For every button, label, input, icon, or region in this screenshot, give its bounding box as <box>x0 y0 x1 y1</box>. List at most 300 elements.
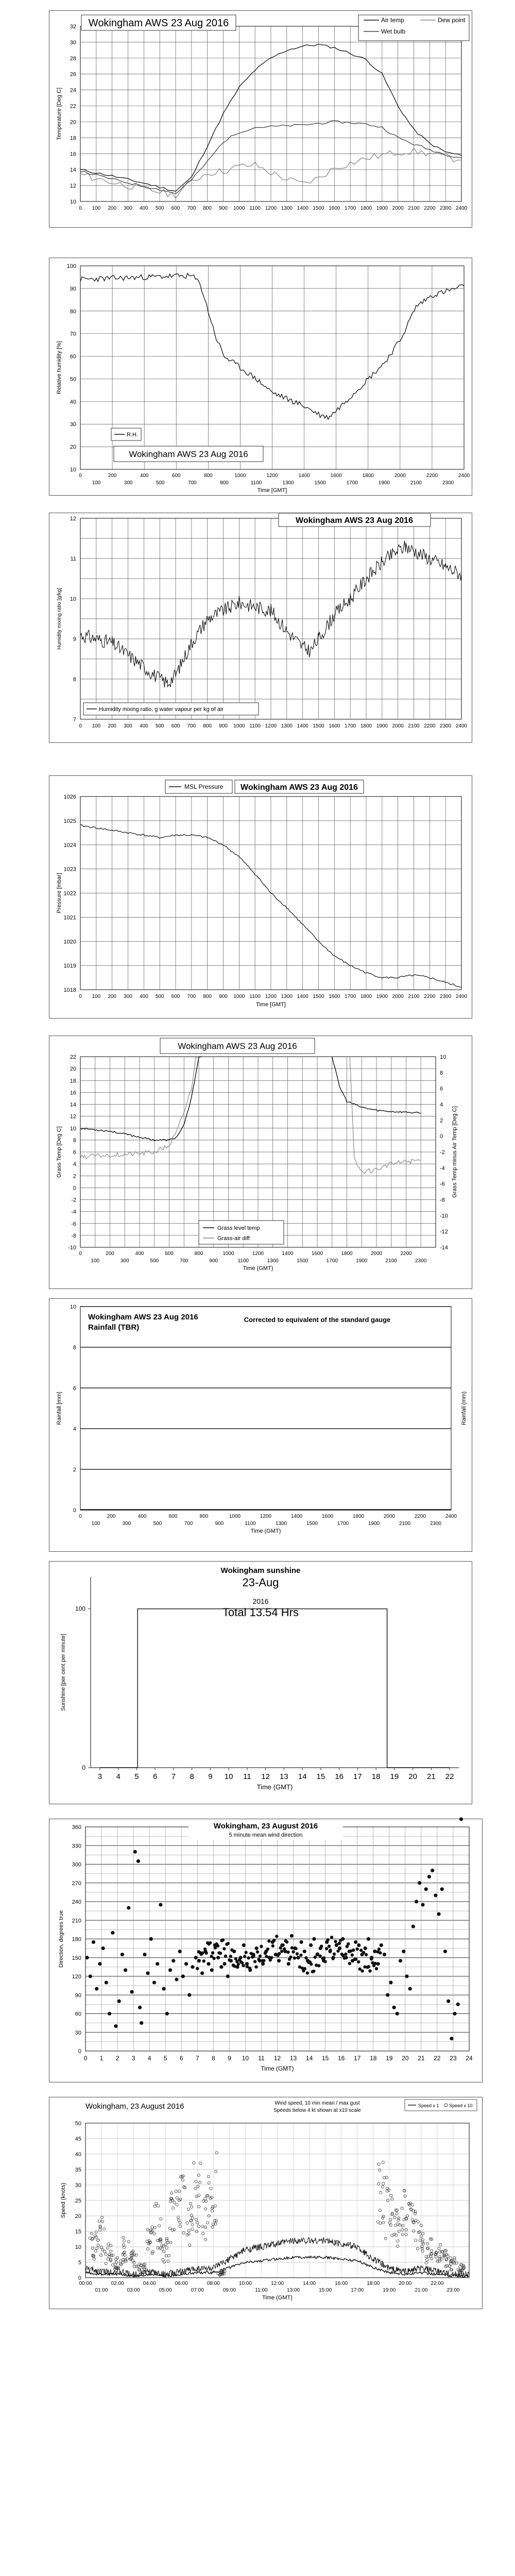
data-point <box>379 1951 382 1954</box>
x-tick-label: 00:00 <box>79 2281 92 2286</box>
x-tick-label: 900 <box>219 206 228 211</box>
data-point <box>222 1962 226 1965</box>
x-tick-label: 500 <box>150 1258 159 1264</box>
x-tick-label: 17 <box>353 1772 362 1781</box>
x-tick-label: 2300 <box>440 206 452 211</box>
x-tick-label: 1300 <box>281 994 293 999</box>
y-tick-label: 6 <box>73 1385 76 1392</box>
data-point <box>365 1953 368 1956</box>
data-point <box>309 1943 313 1947</box>
data-point-x10 <box>171 2199 174 2201</box>
data-point-x10 <box>191 2224 194 2226</box>
data-point-x10 <box>401 2207 403 2210</box>
data-point <box>264 1952 267 1955</box>
x-tick-label: 100 <box>92 480 101 486</box>
x-tick-label: 800 <box>203 994 212 999</box>
x-tick-label: 700 <box>187 994 196 999</box>
y-axis-label: Pressure [mbar] <box>56 873 62 913</box>
y-axis-label-left: Grass Temp [Deg C] <box>56 1126 62 1178</box>
data-point <box>278 1952 281 1955</box>
data-point-x10 <box>158 2225 161 2227</box>
y-tick-label: 10 <box>70 467 76 473</box>
data-point <box>291 1950 295 1953</box>
data-point-x10 <box>450 2257 452 2259</box>
data-point-x10 <box>393 2233 396 2235</box>
y-tick-label: 0 <box>78 2275 81 2281</box>
data-point <box>440 1887 444 1891</box>
data-point-x10 <box>202 2232 204 2234</box>
data-point <box>370 1957 373 1960</box>
x-tick-label: 300 <box>120 1258 129 1264</box>
x-tick-label: 02:00 <box>111 2281 124 2286</box>
x-tick-label: 13 <box>280 1772 288 1781</box>
x-tick-label: 300 <box>122 1521 131 1527</box>
y-tick-label-left: -8 <box>71 1232 76 1239</box>
data-point-x10 <box>133 2253 135 2256</box>
x-tick-label: 19 <box>386 2055 393 2062</box>
data-point-x10 <box>197 2185 199 2188</box>
data-point <box>293 1956 296 1959</box>
data-point-x10 <box>122 2258 125 2261</box>
y-tick-label-left: -6 <box>71 1221 76 1227</box>
x-tick-label: 15 <box>321 2055 329 2062</box>
x-tick-label: 600 <box>171 206 180 211</box>
data-point <box>221 1938 225 1941</box>
y-tick-label: 90 <box>75 1992 81 1999</box>
y-tick-label: 16 <box>70 151 76 158</box>
data-point <box>266 1947 269 1951</box>
x-tick-label: 1600 <box>329 206 340 211</box>
x-tick-label: 1400 <box>297 206 308 211</box>
data-point-x10 <box>414 2239 417 2242</box>
data-point <box>124 1968 127 1972</box>
data-point-x10 <box>103 2250 106 2252</box>
x-tick-label: 20 <box>408 1772 417 1781</box>
data-point <box>203 1947 207 1951</box>
x-tick-label: 1100 <box>245 1521 256 1527</box>
legend-label: Speed x 1 <box>418 2103 439 2108</box>
data-point-x10 <box>204 2208 207 2210</box>
data-point <box>380 1943 383 1947</box>
data-point <box>159 1903 162 1906</box>
x-tick-label: 1800 <box>341 1251 353 1257</box>
data-point-x10 <box>195 2218 197 2221</box>
data-point <box>260 1945 263 1948</box>
x-tick-label: 18 <box>371 1772 381 1781</box>
x-tick-label: 11 <box>258 2055 265 2062</box>
data-point <box>330 1936 333 1939</box>
x-tick-label: 700 <box>187 480 197 486</box>
chart-year: 2016 <box>252 1597 269 1605</box>
y-tick-label: 1018 <box>63 987 76 993</box>
x-tick-label: 1100 <box>249 994 261 999</box>
y-tick-label: 30 <box>75 2182 81 2189</box>
y-tick-label: 28 <box>70 55 76 62</box>
x-tick-label: 3 <box>131 2055 135 2062</box>
x-tick-label: 23:00 <box>447 2287 460 2293</box>
data-point <box>168 1968 172 1972</box>
data-point <box>202 1959 205 1962</box>
x-tick-label: 700 <box>184 1521 193 1527</box>
grass-temperature-chart <box>49 1036 472 1289</box>
data-point-x10 <box>460 2263 462 2265</box>
data-point <box>322 1956 325 1959</box>
x-tick-label: 1 <box>99 2055 104 2062</box>
data-point <box>289 1955 292 1958</box>
y-tick-label-right: 10 <box>440 1054 447 1060</box>
data-point-x10 <box>413 2230 415 2232</box>
data-point-x10 <box>153 2205 156 2208</box>
y-tick-label-right: 6 <box>440 1086 443 1092</box>
data-point <box>243 1955 246 1958</box>
data-point-x10 <box>170 2192 173 2194</box>
data-point <box>200 1971 204 1975</box>
x-tick-label: 5 <box>163 2055 167 2062</box>
x-tick-label: 1900 <box>376 723 388 729</box>
x-tick-label: 1900 <box>378 480 390 486</box>
data-point-x10 <box>197 2174 200 2176</box>
x-tick-label: 16 <box>335 1772 344 1781</box>
data-point-x10 <box>169 2200 172 2203</box>
y-tick-label-left: 14 <box>70 1101 76 1108</box>
data-point <box>354 1958 357 1961</box>
x-tick-label: 0 <box>79 206 82 211</box>
x-axis-label: Time (GMT) <box>250 1528 281 1534</box>
data-point <box>377 1947 381 1951</box>
x-tick-label: 1600 <box>329 723 340 729</box>
y-tick-label: 2 <box>73 1467 76 1473</box>
chart-subtitle: 5 minute mean wind direction <box>229 1832 303 1838</box>
x-tick-label: 600 <box>171 994 180 999</box>
data-point <box>253 1960 256 1963</box>
data-point <box>317 1964 320 1967</box>
y-tick-label-left: 10 <box>70 1125 76 1132</box>
data-point-x10 <box>414 2212 417 2215</box>
x-tick-label: 1700 <box>345 723 356 729</box>
data-point <box>254 1965 258 1969</box>
x-tick-label: 1500 <box>314 480 326 486</box>
x-tick-label: 1800 <box>360 723 372 729</box>
y-tick-label-right: 8 <box>440 1070 443 1076</box>
data-point <box>162 1987 166 1991</box>
data-point <box>367 1937 370 1941</box>
legend-label: Speed x 10 <box>449 2103 473 2108</box>
data-point <box>171 1959 175 1962</box>
legend-label: Grass-air diff <box>217 1235 250 1242</box>
x-tick-label: 1000 <box>233 206 245 211</box>
data-point-x10 <box>382 2221 385 2224</box>
data-point <box>352 1948 355 1952</box>
x-tick-label: 4 <box>116 1772 121 1781</box>
y-tick-label: 30 <box>75 2029 81 2036</box>
y-tick-label: 240 <box>72 1899 81 1905</box>
data-point <box>343 1957 346 1960</box>
chart-title: Wokingham AWS 23 Aug 2016 <box>241 783 358 792</box>
legend-label: Dew point <box>438 16 466 24</box>
y-tick-label: 10 <box>70 199 76 205</box>
data-point <box>204 1952 208 1955</box>
data-point <box>331 1957 334 1960</box>
data-point-x10 <box>150 2229 152 2231</box>
data-point <box>191 1965 194 1969</box>
wind-speed-chart <box>49 2097 482 2309</box>
x-tick-label: 05:00 <box>159 2287 172 2293</box>
x-tick-label: 200 <box>106 1251 114 1257</box>
data-point-x10 <box>194 2187 197 2190</box>
data-point <box>367 1965 370 1968</box>
data-point-x10 <box>376 2221 379 2223</box>
x-tick-label: 6 <box>179 2055 183 2062</box>
x-axis-label: Time (GMT) <box>262 2295 293 2301</box>
data-point <box>117 1999 121 2003</box>
data-point <box>244 1951 247 1954</box>
x-tick-label: 15 <box>316 1772 325 1781</box>
data-point-x10 <box>122 2261 124 2264</box>
data-point-x10 <box>397 2219 400 2222</box>
data-point-x10 <box>177 2216 180 2218</box>
y-tick-label-left: -4 <box>71 1209 76 1215</box>
x-tick-label: 1200 <box>252 1251 264 1257</box>
x-axis-label: Time (GMT) <box>261 2065 294 2072</box>
y-tick-label: 25 <box>75 2198 81 2204</box>
x-tick-label: 1700 <box>345 206 356 211</box>
data-point-x10 <box>179 2225 181 2227</box>
legend-label: Humidity mixing ratio, g water vapour per kg of air <box>99 706 224 713</box>
x-tick-label: 1900 <box>368 1521 380 1527</box>
data-point-x10 <box>426 2242 428 2245</box>
x-tick-label: 800 <box>194 1251 203 1257</box>
x-tick-label: 12:00 <box>270 2281 284 2286</box>
data-point-x10 <box>190 2214 193 2216</box>
chart-date: 23-Aug <box>242 1576 279 1589</box>
pressure-chart <box>49 776 472 1018</box>
data-point-x10 <box>413 2221 415 2224</box>
x-tick-label: 2000 <box>392 206 404 211</box>
sunshine-total: Total 13.54 Hrs <box>222 1606 299 1619</box>
x-tick-label: 1000 <box>233 994 245 999</box>
data-point <box>354 1940 357 1944</box>
data-point <box>326 1938 329 1941</box>
data-point <box>357 1943 360 1947</box>
data-point <box>207 1962 210 1965</box>
wind-direction-chart <box>49 1819 482 2082</box>
x-tick-label: 1900 <box>376 206 388 211</box>
data-point <box>130 1990 133 1994</box>
x-tick-label: 08:00 <box>207 2281 220 2286</box>
data-point <box>178 1950 182 1953</box>
y-tick-label: 1019 <box>63 963 76 970</box>
x-tick-label: 1900 <box>356 1258 368 1264</box>
data-point-x10 <box>199 2162 202 2164</box>
y-axis-label-left: Rainfall [mm] <box>56 1392 62 1425</box>
data-point-x10 <box>162 2258 164 2261</box>
x-tick-label: 800 <box>199 1514 209 1519</box>
x-tick-label: 2400 <box>455 723 468 729</box>
data-point-x10 <box>188 2244 191 2246</box>
data-point-x10 <box>163 2250 165 2253</box>
data-point <box>248 1967 251 1970</box>
data-point-x10 <box>416 2247 419 2250</box>
data-point <box>399 1959 402 1962</box>
temperature-chart <box>49 11 472 227</box>
data-point <box>427 1875 431 1878</box>
y-tick-label-left: 2 <box>73 1173 76 1180</box>
x-tick-label: 01:00 <box>95 2287 108 2293</box>
data-point <box>418 1881 421 1885</box>
x-tick-label: 400 <box>139 206 148 211</box>
y-tick-label: 1023 <box>63 866 76 873</box>
legend-label: Air temp <box>381 16 404 24</box>
x-tick-label: 700 <box>187 206 196 211</box>
x-tick-label: 0 <box>83 2055 88 2062</box>
x-tick-label: 1800 <box>352 1514 365 1519</box>
data-point-x10 <box>197 2225 200 2228</box>
data-point-x10 <box>167 2260 169 2262</box>
data-point-x10 <box>391 2198 393 2200</box>
data-point-x10 <box>186 2233 188 2236</box>
data-point <box>143 1953 146 1956</box>
data-point <box>219 1965 223 1969</box>
data-point-x10 <box>168 2227 171 2230</box>
data-point <box>261 1962 265 1965</box>
data-point-x10 <box>171 2207 174 2209</box>
chart-note: Corrected to equivalent of the standard gauge <box>244 1316 391 1324</box>
chart-subtitle: Speeds below 4 kt shown at x10 scale <box>273 2108 361 2113</box>
x-tick-label: 2400 <box>455 206 468 211</box>
data-point <box>411 1925 415 1928</box>
data-point-x10 <box>215 2151 218 2154</box>
y-tick-label: 300 <box>72 1861 81 1868</box>
x-tick-label: 1000 <box>229 1514 241 1519</box>
data-point-x10 <box>439 2243 441 2246</box>
y-tick-label-left: -10 <box>68 1245 76 1251</box>
data-point-x10 <box>191 2206 193 2208</box>
data-point <box>290 1934 294 1938</box>
x-tick-label: 07:00 <box>191 2287 204 2293</box>
y-tick-label: 22 <box>70 103 76 110</box>
data-point <box>216 1956 220 1959</box>
data-point <box>368 1969 371 1972</box>
x-tick-label: 13:00 <box>287 2287 300 2293</box>
grass-temperature-chart-panel <box>49 1036 472 1289</box>
data-point-x10 <box>112 2254 114 2257</box>
data-point <box>328 1944 331 1947</box>
y-tick-label: 14 <box>70 167 76 174</box>
x-tick-label: 1400 <box>290 1514 303 1519</box>
y-tick-label-left: 0 <box>73 1185 76 1192</box>
data-point-x10 <box>160 2217 162 2220</box>
data-point-x10 <box>206 2222 209 2224</box>
y-tick-label-right: 0 <box>440 1133 443 1140</box>
humidity-chart <box>49 258 472 495</box>
data-point <box>156 1962 159 1965</box>
data-point-x10 <box>110 2250 112 2252</box>
data-point <box>373 1962 376 1965</box>
wind-direction-chart-panel <box>49 1819 483 2082</box>
x-tick-label: 21:00 <box>415 2287 428 2293</box>
y-tick-label: 1025 <box>63 818 76 824</box>
x-tick-label: 1300 <box>275 1521 287 1527</box>
data-point <box>212 1957 215 1960</box>
x-tick-label: 800 <box>203 206 212 211</box>
x-tick-label: 1400 <box>282 1251 294 1257</box>
x-tick-label: 2100 <box>408 723 420 729</box>
data-point <box>312 1937 316 1941</box>
y-tick-label: 10 <box>70 1304 76 1310</box>
series-line-grass-air-diff <box>350 1057 421 1174</box>
x-tick-label: 100 <box>92 206 101 211</box>
chart-title: Wokingham AWS 23 Aug 2016 <box>178 1041 297 1051</box>
data-point <box>237 1962 240 1965</box>
data-point-x10 <box>438 2256 441 2258</box>
y-tick-label: 35 <box>75 2167 81 2173</box>
data-point <box>98 1962 101 1965</box>
data-point-x10 <box>110 2244 112 2247</box>
rainfall-chart-panel <box>49 1298 472 1552</box>
x-tick-label: 21 <box>427 1772 436 1781</box>
data-point <box>297 1956 300 1959</box>
data-point-x10 <box>187 2229 190 2232</box>
x-tick-label: 24 <box>466 2055 473 2062</box>
x-tick-label: 1100 <box>249 206 261 211</box>
y-axis-label-right: Rainfall (mm) <box>461 1391 467 1426</box>
x-tick-label: 100 <box>91 1258 100 1264</box>
x-tick-label: 400 <box>139 723 148 729</box>
x-tick-label: 10 <box>224 1772 233 1781</box>
data-point <box>375 1967 378 1970</box>
x-tick-label: 2300 <box>440 723 452 729</box>
x-tick-label: 900 <box>219 723 228 729</box>
x-tick-label: 1300 <box>281 723 293 729</box>
data-point-x10 <box>439 2250 441 2253</box>
y-tick-label-right: -6 <box>440 1181 445 1188</box>
y-tick-label: 20 <box>75 2213 81 2219</box>
data-point-x10 <box>95 2231 97 2233</box>
x-tick-label: 1700 <box>337 1521 349 1527</box>
x-tick-label: 1000 <box>234 473 246 479</box>
x-tick-label: 18 <box>370 2055 377 2062</box>
x-tick-label: 1500 <box>313 994 324 999</box>
data-point <box>138 2006 142 2009</box>
x-tick-label: 0 <box>79 723 82 729</box>
data-point <box>405 1974 408 1978</box>
x-tick-label: 12 <box>273 2055 281 2062</box>
data-point-x10 <box>190 2202 192 2205</box>
x-tick-label: 200 <box>108 994 117 999</box>
data-point-x10 <box>397 2240 399 2242</box>
data-point <box>333 1953 336 1956</box>
data-point <box>277 1959 281 1962</box>
data-point-x10 <box>199 2181 201 2183</box>
data-point <box>267 1939 270 1942</box>
y-tick-label: 4 <box>73 1426 76 1432</box>
data-point <box>194 1956 198 1959</box>
x-axis-label: Time (GMT) <box>243 1265 273 1272</box>
data-point-x10 <box>168 2255 170 2257</box>
data-point <box>271 1944 274 1947</box>
data-point <box>314 1956 317 1959</box>
y-tick-label: 40 <box>70 399 76 405</box>
data-point <box>222 1947 226 1950</box>
data-point-x10 <box>153 2226 156 2229</box>
y-tick-label: 80 <box>70 308 76 315</box>
x-tick-label: 1600 <box>330 473 342 479</box>
data-point-x10 <box>201 2225 204 2228</box>
y-tick-label-right: -10 <box>440 1213 448 1219</box>
y-axis-label: Humidity mixing ratio [g/kg] <box>57 587 62 650</box>
data-point <box>257 1958 260 1961</box>
data-point <box>450 2037 453 2040</box>
